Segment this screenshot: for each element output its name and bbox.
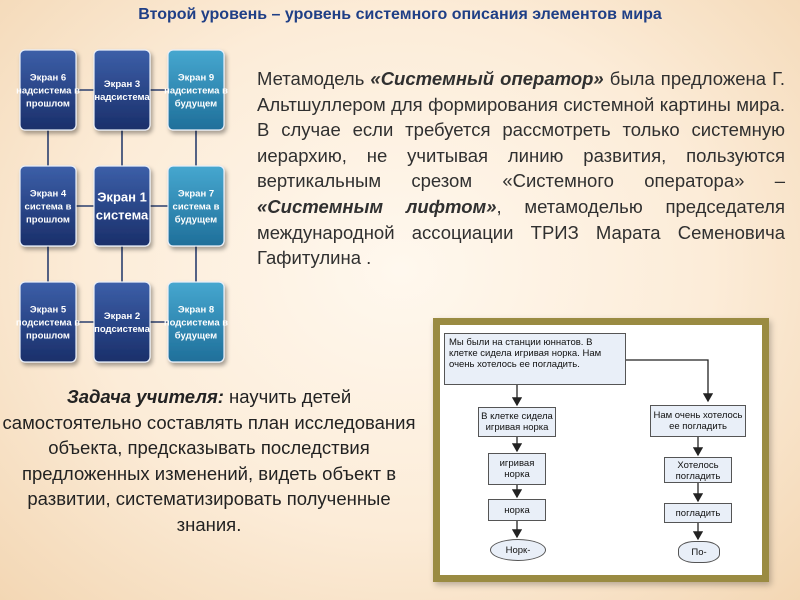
screen-label: Экран 4: [29, 188, 67, 200]
screen-label: подсистема в: [15, 317, 81, 329]
flow-left-step-3: норка: [488, 499, 546, 521]
screen-label: система в: [172, 201, 220, 213]
flow-right-step-2: Хотелось погладить: [664, 457, 732, 483]
text-analysis-flowchart: [433, 318, 769, 582]
screen-label: подсистема: [94, 323, 150, 335]
screen-label: Экран 8: [177, 304, 215, 316]
screen-box-s3: [94, 50, 150, 130]
screen-label: подсистема в: [163, 317, 229, 329]
screen-label: будущем: [174, 330, 218, 342]
screen-label: надсистема в: [164, 85, 228, 97]
main-paragraph: [257, 66, 785, 271]
screen-label: прошлом: [26, 330, 70, 342]
teacher-task-heading: Задача учителя:: [66, 386, 224, 407]
paragraph-part: была предложена Г. Альтшуллером для формирования системной картины мира. В случае если требуется рассмотреть только системную иерархию, не учитывая линию развития, пользуются вертикальным срезом «Системного оператора» –: [257, 68, 785, 192]
paragraph-part: Метамодель: [257, 68, 371, 89]
screen-label: будущем: [174, 214, 218, 226]
slide-title: Второй уровень – уровень системного описания элементов мира: [138, 6, 662, 23]
system-lift-term: «Системным лифтом»: [257, 195, 497, 217]
teacher-task-text: научить детей самостоятельно составлять план исследования объекта, предсказывать последствия предложенных изменений, видеть объект в развитии, систематизировать полученные знания.: [2, 386, 416, 535]
flow-story-box: Мы были на станции юннатов. В клетке сидела игривая норка. Нам очень хотелось ее погладить.: [444, 333, 626, 385]
screen-box-s8: [164, 282, 228, 362]
screen-label: система: [95, 207, 149, 223]
screen-box-s5: [16, 282, 80, 362]
flow-left-step-1: В клетке сидела игривая норка: [478, 407, 556, 437]
screen-label: надсистема в: [16, 85, 80, 97]
screen-label: система в: [24, 201, 72, 213]
screen-label: Экран 6: [29, 72, 67, 84]
flow-left-step-4: Норк-: [490, 539, 546, 561]
screen-box-s7: [168, 166, 224, 246]
screen-box-s4: [20, 166, 76, 246]
screen-label: будущем: [174, 98, 218, 110]
flow-right-step-3: погладить: [664, 503, 732, 523]
screen-box-s9: [164, 50, 228, 130]
screen-box-s6: [16, 50, 80, 130]
screen-box-s1: [94, 166, 150, 246]
screen-label: Экран 5: [29, 304, 67, 316]
flow-right-step-1: Нам очень хотелось ее погладить: [650, 405, 746, 437]
screen-label: Экран 3: [103, 78, 141, 90]
flow-left-step-2: игривая норка: [488, 453, 546, 485]
screen-label: Экран 2: [103, 310, 141, 322]
screen-label: прошлом: [26, 214, 70, 226]
screen-label: надсистема: [94, 91, 150, 103]
teacher-task: [0, 384, 418, 538]
screen-box-s2: [94, 282, 151, 362]
screen-label: Экран 1: [97, 189, 147, 205]
paragraph-part: , метамоделью председателя международной ассоциации ТРИЗ Марата Семеновича Гафитулина .: [257, 195, 785, 269]
screen-label: прошлом: [26, 98, 70, 110]
flow-right-step-4: По-: [678, 541, 720, 563]
system-operator-term: «Системный оператор»: [370, 68, 604, 89]
screen-label: Экран 9: [177, 72, 215, 84]
screen-label: Экран 7: [177, 188, 215, 200]
